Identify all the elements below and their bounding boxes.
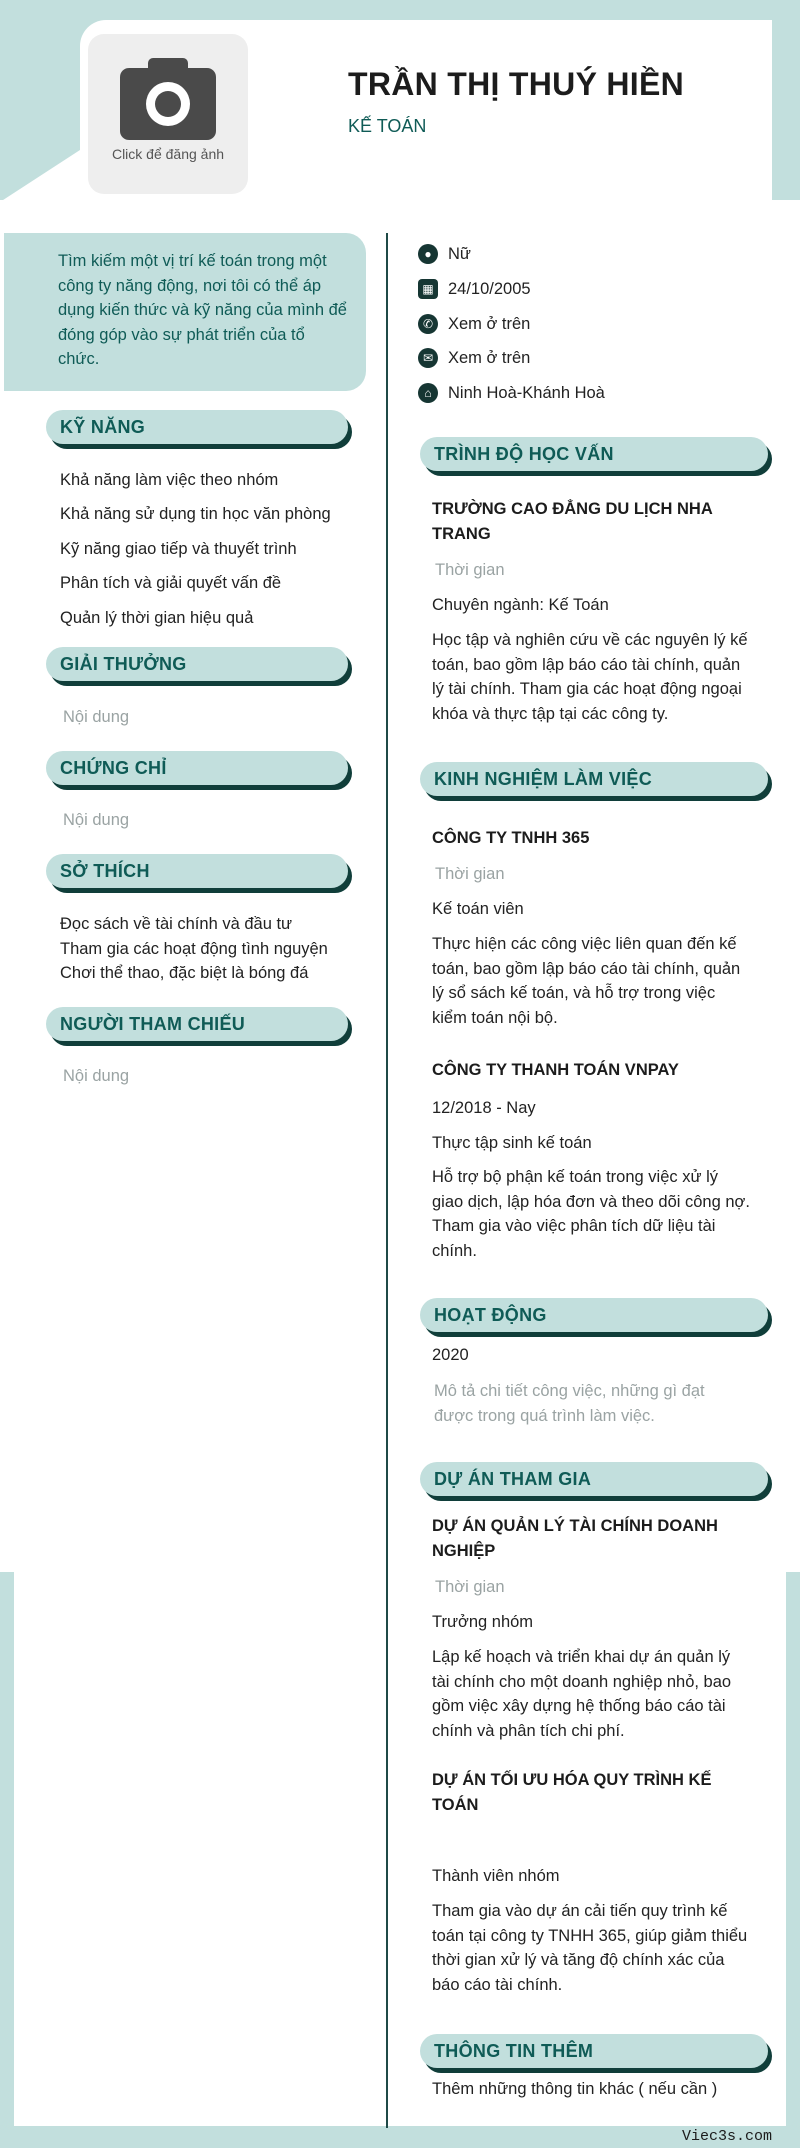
skills-heading: KỸ NĂNG xyxy=(46,410,348,444)
job-position: Thực tập sinh kế toán xyxy=(432,1134,592,1152)
certificates-placeholder[interactable]: Nội dung xyxy=(63,811,130,829)
hobbies-heading: SỞ THÍCH xyxy=(46,854,348,888)
bottom-border-decoration xyxy=(0,2126,800,2148)
mail-icon: ✉ xyxy=(418,348,438,368)
info-address xyxy=(418,381,605,405)
activity-placeholder[interactable]: Mô tả chi tiết công việc, những gì đạt được trong quá trình làm việc. xyxy=(434,1382,705,1425)
job-company: CÔNG TY TNHH 365 xyxy=(432,829,590,847)
calendar-icon: ▦ xyxy=(418,279,438,299)
phone-value: Xem ở trên xyxy=(448,314,531,333)
education-time[interactable]: Thời gian xyxy=(435,561,505,579)
hobby-item: Đọc sách về tài chính và đầu tư xyxy=(60,915,293,933)
job-company: CÔNG TY THANH TOÁN VNPAY xyxy=(432,1061,679,1079)
info-phone xyxy=(418,312,530,336)
project-description: Tham gia vào dự án cải tiến quy trình kế toán tại công ty TNHH 365, giúp giảm thiểu thời gian xử lý và tăng độ chính xác của báo cáo tài chính. xyxy=(432,1902,748,1994)
skill-item: Kỹ năng giao tiếp và thuyết trình xyxy=(60,540,297,558)
job-time[interactable]: Thời gian xyxy=(435,865,505,883)
project-role: Trưởng nhóm xyxy=(432,1613,534,1631)
footer-watermark: Viec3s.com xyxy=(681,2128,772,2145)
address-value: Ninh Hoà-Khánh Hoà xyxy=(448,383,605,402)
camera-lens-icon xyxy=(155,91,181,117)
hobby-item: Tham gia các hoạt động tình nguyện xyxy=(60,940,328,958)
job-description: Thực hiện các công việc liên quan đến kế toán, bao gồm lập báo cáo tài chính, quản lý sổ sách kế toán, và hỗ trợ trong việc kiểm toán nội bộ. xyxy=(432,935,741,1027)
extra-info-text: Thêm những thông tin khác ( nếu cần ) xyxy=(432,2080,718,2098)
job-time: 12/2018 - Nay xyxy=(432,1099,536,1117)
experience-heading: KINH NGHIỆM LÀM VIỆC xyxy=(420,762,768,796)
project-name: DỰ ÁN TỐI ƯU HÓA QUY TRÌNH KẾ TOÁN xyxy=(432,1771,712,1814)
right-border-decoration xyxy=(786,1572,800,2148)
skill-item: Khả năng làm việc theo nhóm xyxy=(60,471,279,489)
activities-heading: HOẠT ĐỘNG xyxy=(420,1298,768,1332)
career-objective: Tìm kiếm một vị trí kế toán trong một công ty năng động, nơi tôi có thể áp dụng kiến thức và kỹ năng của mình để đóng góp vào sự phát triển của tổ chức. xyxy=(4,233,366,391)
person-icon: ● xyxy=(418,244,438,264)
skill-item: Khả năng sử dụng tin học văn phòng xyxy=(60,505,331,523)
project-name: DỰ ÁN QUẢN LÝ TÀI CHÍNH DOANH NGHIỆP xyxy=(432,1517,718,1560)
references-placeholder[interactable]: Nội dung xyxy=(63,1067,130,1085)
education-heading: TRÌNH ĐỘ HỌC VẤN xyxy=(420,437,768,471)
photo-upload-label[interactable]: Click để đăng ảnh xyxy=(111,146,225,162)
project-description: Lập kế hoạch và triển khai dự án quản lý tài chính cho một doanh nghiệp nhỏ, bao gồm việc xây dựng hệ thống báo cáo tài chính và phân tích chi phí. xyxy=(432,1648,732,1740)
column-divider xyxy=(386,233,388,2128)
activity-year: 2020 xyxy=(432,1346,469,1364)
extra-info-heading: THÔNG TIN THÊM xyxy=(420,2034,768,2068)
awards-placeholder[interactable]: Nội dung xyxy=(63,708,130,726)
email-value: Xem ở trên xyxy=(448,348,531,367)
education-major: Chuyên ngành: Kế Toán xyxy=(432,596,609,614)
phone-icon: ✆ xyxy=(418,314,438,334)
project-time[interactable]: Thời gian xyxy=(435,1578,505,1596)
candidate-title: KẾ TOÁN xyxy=(348,116,427,136)
gender-value: Nữ xyxy=(448,244,471,263)
education-description: Học tập và nghiên cứu về các nguyên lý kế toán, bao gồm lập báo cáo tài chính, quản lý tài chính. Tham gia các hoạt động ngoại khóa và thực tập tại các công ty. xyxy=(432,631,748,723)
info-email xyxy=(418,346,530,370)
job-position: Kế toán viên xyxy=(432,900,524,918)
skill-item: Phân tích và giải quyết vấn đề xyxy=(60,574,282,592)
left-border-decoration xyxy=(0,1572,14,2148)
references-heading: NGƯỜI THAM CHIẾU xyxy=(46,1007,348,1041)
birthday-value: 24/10/2005 xyxy=(448,279,531,298)
awards-heading: GIẢI THƯỞNG xyxy=(46,647,348,681)
info-gender xyxy=(418,242,471,266)
candidate-name: TRẦN THỊ THUÝ HIỀN xyxy=(348,66,685,102)
school-name: TRƯỜNG CAO ĐẲNG DU LỊCH NHA TRANG xyxy=(432,500,713,543)
job-description: Hỗ trợ bộ phận kế toán trong việc xử lý giao dịch, lập hóa đơn và theo dõi công nợ. Tham gia vào việc phân tích dữ liệu tài chính. xyxy=(432,1168,750,1260)
certificates-heading: CHỨNG CHỈ xyxy=(46,751,348,785)
project-role: Thành viên nhóm xyxy=(432,1867,560,1885)
home-icon: ⌂ xyxy=(418,383,438,403)
info-birthday xyxy=(418,277,531,301)
skill-item: Quản lý thời gian hiệu quả xyxy=(60,609,254,627)
hobby-item: Chơi thể thao, đặc biệt là bóng đá xyxy=(60,964,309,982)
projects-heading: DỰ ÁN THAM GIA xyxy=(420,1462,768,1496)
